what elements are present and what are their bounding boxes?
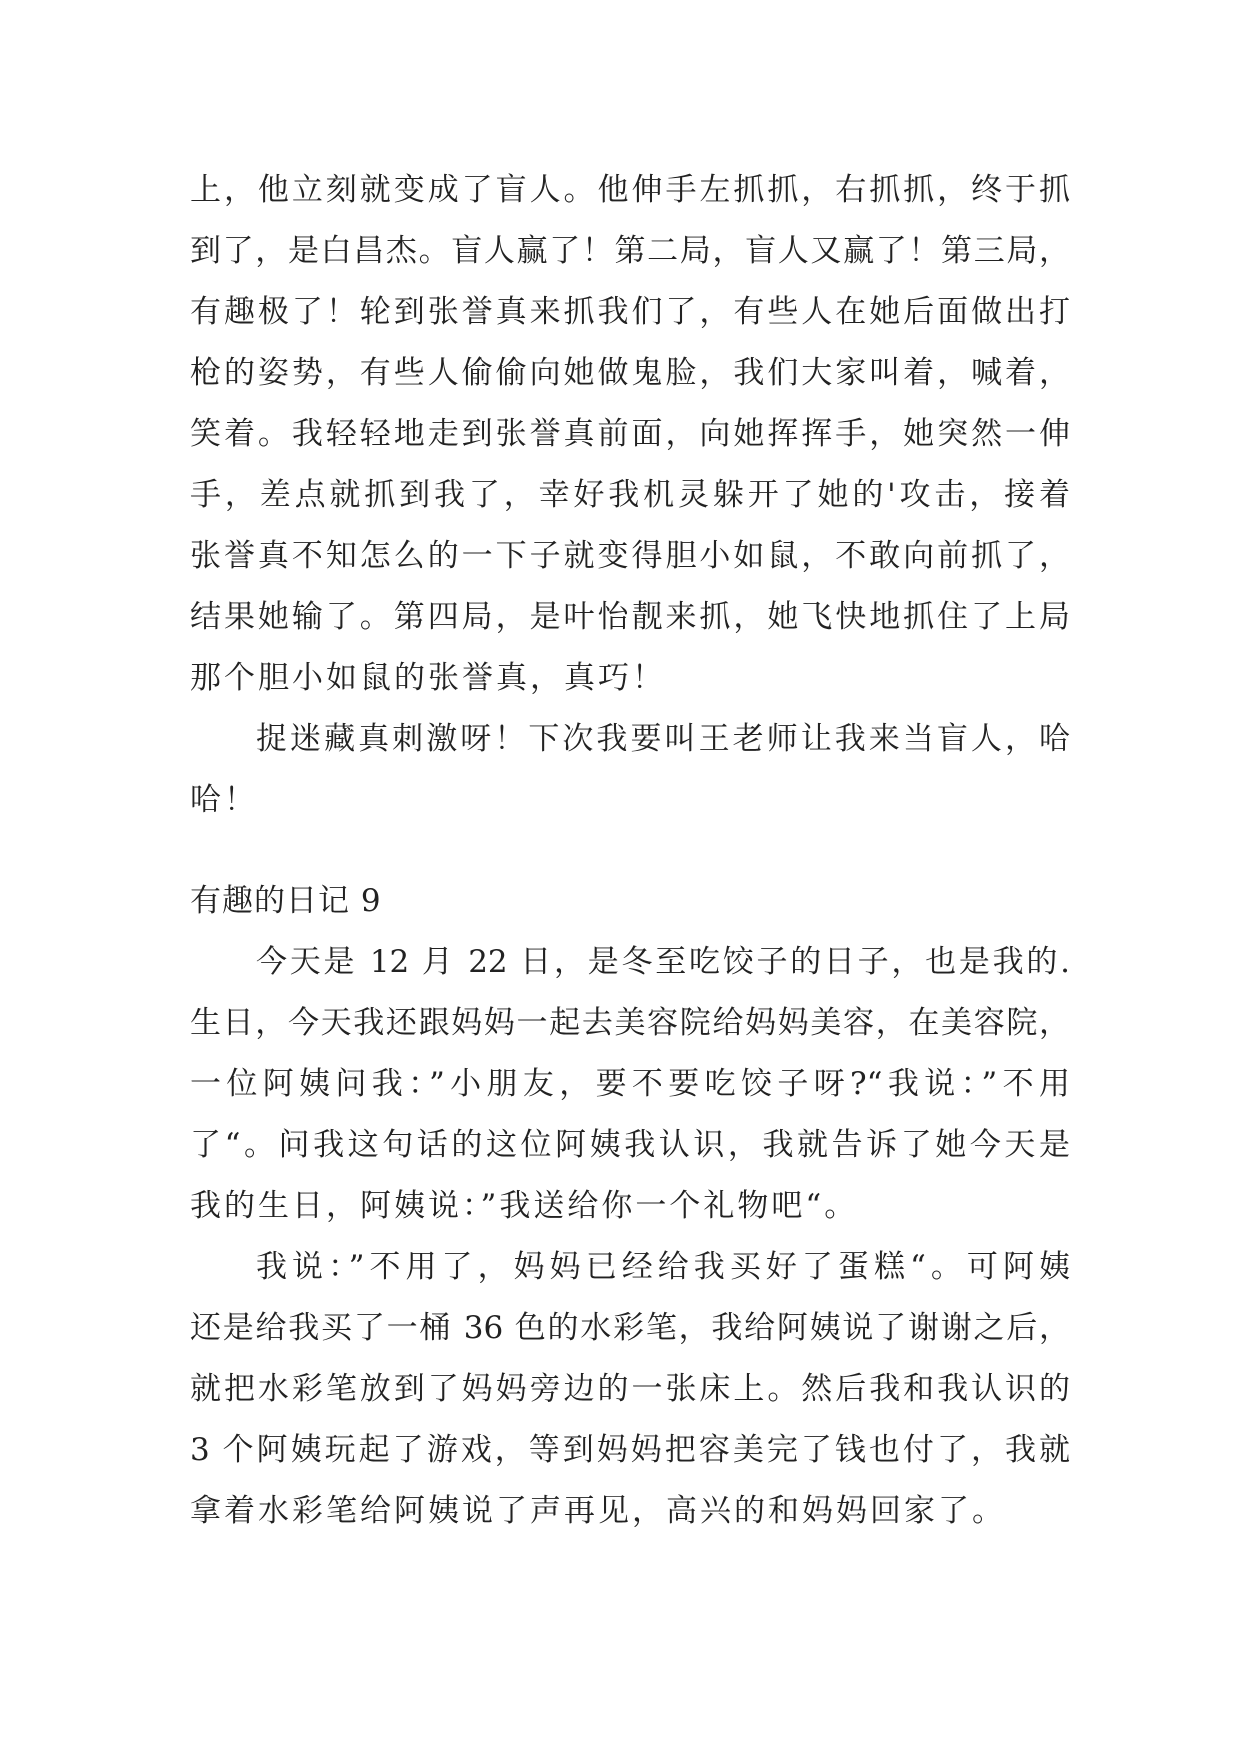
document-body bbox=[190, 160, 1070, 1542]
diary-title: 有趣的日记 9 bbox=[190, 883, 382, 919]
text-line: 今天是 12 月 22 日，是冬至吃饺子的日子，也是我的. bbox=[256, 944, 1070, 980]
text-line: 一位阿姨问我：”小朋友，要不要吃饺子呀?“我说：”不用 bbox=[190, 1066, 1070, 1102]
text-line: 到了，是白昌杰。盲人赢了！第二局，盲人又赢了！第三局， bbox=[190, 233, 1070, 269]
text-line: 枪的姿势，有些人偷偷向她做鬼脸，我们大家叫着，喊着， bbox=[190, 355, 1070, 391]
story-closing-paragraph bbox=[190, 709, 1070, 831]
story-continuation bbox=[190, 160, 1070, 709]
diary-paragraph-1 bbox=[190, 932, 1070, 1237]
text-line: 捉迷藏真刺激呀！下次我要叫王老师让我来当盲人，哈 bbox=[256, 721, 1070, 757]
text-line: 那个胆小如鼠的张誉真，真巧！ bbox=[190, 660, 666, 696]
section-gap bbox=[190, 831, 1070, 871]
text-line: 结果她输了。第四局，是叶怡靓来抓，她飞快地抓住了上局 bbox=[190, 599, 1070, 635]
text-line: 张誉真不知怎么的一下子就变得胆小如鼠，不敢向前抓了， bbox=[190, 538, 1070, 574]
text-line: 我的生日，阿姨说：”我送给你一个礼物吧“。 bbox=[190, 1188, 859, 1224]
text-line: 3 个阿姨玩起了游戏，等到妈妈把容美完了钱也付了，我就 bbox=[190, 1432, 1070, 1468]
text-line: 就把水彩笔放到了妈妈旁边的一张床上。然后我和我认识的 bbox=[190, 1371, 1070, 1407]
text-line: 有趣极了！轮到张誉真来抓我们了，有些人在她后面做出打 bbox=[190, 294, 1070, 330]
text-line: 还是给我买了一桶 36 色的水彩笔，我给阿姨说了谢谢之后， bbox=[190, 1310, 1070, 1346]
text-line: 生日，今天我还跟妈妈一起去美容院给妈妈美容，在美容院， bbox=[190, 1005, 1070, 1041]
text-line: 我说：”不用了，妈妈已经给我买好了蛋糕“。可阿姨 bbox=[256, 1249, 1070, 1285]
text-line: 哈！ bbox=[190, 782, 258, 818]
text-line: 拿着水彩笔给阿姨说了声再见，高兴的和妈妈回家了。 bbox=[190, 1493, 1006, 1529]
text-line: 上，他立刻就变成了盲人。他伸手左抓抓，右抓抓，终于抓 bbox=[190, 172, 1070, 208]
text-line: 笑着。我轻轻地走到张誉真前面，向她挥挥手，她突然一伸 bbox=[190, 416, 1070, 452]
text-line: 了“。问我这句话的这位阿姨我认识，我就告诉了她今天是 bbox=[190, 1127, 1070, 1163]
text-line: 手，差点就抓到我了，幸好我机灵躲开了她的'攻击，接着 bbox=[190, 477, 1070, 513]
diary-paragraph-2 bbox=[190, 1237, 1070, 1542]
